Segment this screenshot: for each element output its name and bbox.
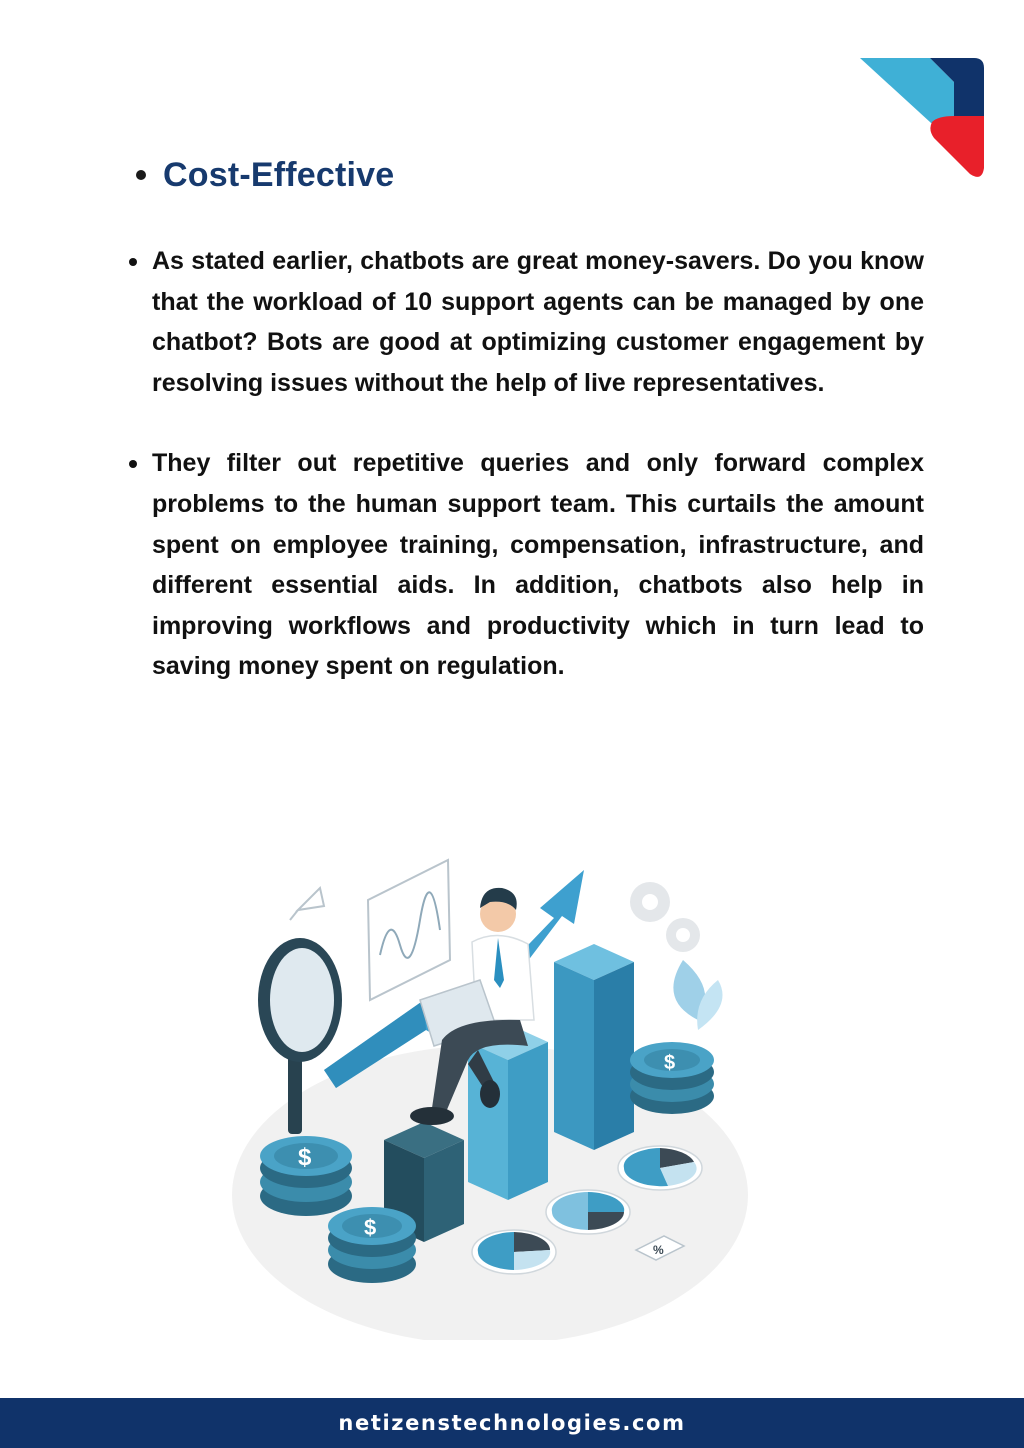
bullet-list — [128, 241, 924, 727]
list-item — [128, 443, 924, 687]
plant-icon — [673, 960, 722, 1030]
bullet-dot — [129, 460, 137, 468]
pie-token-2 — [546, 1190, 630, 1234]
coin-dollar-symbol: $ — [298, 1144, 312, 1171]
bar-tall — [554, 944, 634, 1150]
bullet-dot — [129, 258, 137, 266]
brand-logo — [858, 56, 984, 182]
percent-tag-text: % — [653, 1243, 664, 1257]
footer-bar — [0, 1398, 1024, 1448]
coin-dollar-symbol: $ — [664, 1052, 676, 1074]
pie-token-1 — [472, 1230, 556, 1274]
footer-website: netizenstechnologies.com — [338, 1411, 686, 1435]
cost-savings-illustration — [228, 850, 756, 1340]
coin-dollar-symbol: $ — [364, 1215, 377, 1240]
paragraph-1: As stated earlier, chatbots are great money-savers. Do you know that the workload of 10 support agents can be managed by one chatbot? Bots are good at optimizing customer engagement by resolving issues without the help of live representatives. — [152, 247, 924, 397]
pie-token-3 — [618, 1146, 702, 1190]
chart-card-icon — [368, 860, 450, 1000]
paragraph-2: They filter out repetitive queries and only forward complex problems to the human support team. This curtails the amount spent on employee training, compensation, infrastructure, and different essential aids. In addition, chatbots also help in improving workflows and productivity which in turn lead to saving money spent on regulation. — [152, 449, 924, 681]
section-heading — [136, 150, 394, 200]
rocket-icon — [290, 888, 324, 920]
page-title: Cost-Effective — [163, 155, 395, 194]
heading-bullet — [136, 170, 146, 180]
list-item — [128, 241, 924, 403]
bar-medium — [468, 1024, 548, 1200]
gear-icon — [630, 882, 700, 952]
